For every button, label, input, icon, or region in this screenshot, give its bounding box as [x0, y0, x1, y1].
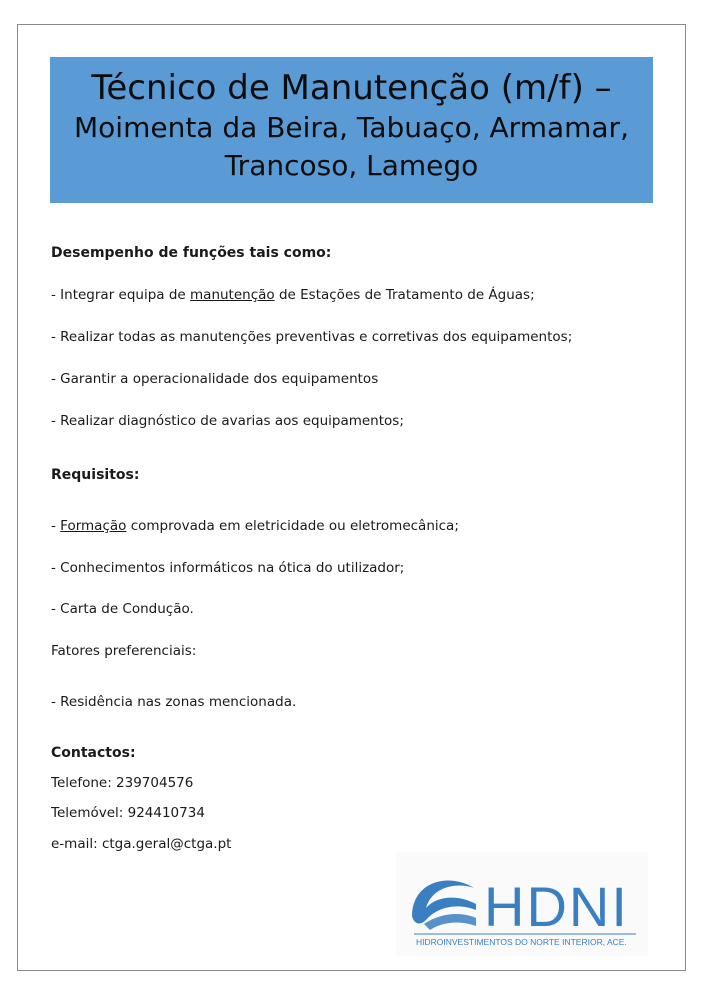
duties-heading: Desempenho de funções tais como: — [51, 245, 332, 261]
preferential-factors-label: Fatores preferenciais: — [51, 643, 197, 659]
title-line-1: Técnico de Manutenção (m/f) – — [91, 68, 612, 108]
mobile-number: Telemóvel: 924410734 — [51, 805, 205, 821]
duty-item-1-suffix: de Estações de Tratamento de Águas; — [274, 287, 535, 303]
requirement-item-2: - Conhecimentos informáticos na ótica do utilizador; — [51, 560, 405, 576]
duty-item-4: - Realizar diagnóstico de avarias aos equipamentos; — [51, 413, 404, 429]
requirement-item-1 — [51, 518, 459, 534]
preferential-item: - Residência nas zonas mencionada. — [51, 694, 297, 710]
duty-item-1 — [51, 287, 535, 303]
requirement-item-1-suffix: comprovada em eletricidade ou eletromecânica; — [126, 518, 459, 534]
contacts-heading: Contactos: — [51, 745, 136, 761]
title-banner — [50, 57, 653, 203]
requirement-item-1-prefix: - — [51, 518, 61, 534]
hdni-tagline: HIDROINVESTIMENTOS DO NORTE INTERIOR, ACE. — [416, 937, 627, 947]
hdni-logo — [396, 852, 648, 956]
hdni-logo-graphic — [396, 852, 648, 956]
title-line-3: Trancoso, Lamego — [224, 149, 479, 182]
phone-number: Telefone: 239704576 — [51, 775, 194, 791]
hdni-mark-text: HDNI — [484, 875, 629, 938]
duty-item-2: - Realizar todas as manutenções preventivas e corretivas dos equipamentos; — [51, 329, 573, 345]
formacao-link[interactable]: Formação — [60, 518, 127, 534]
title-line-2: Moimenta da Beira, Tabuaço, Armamar, — [74, 111, 629, 144]
duty-item-1-prefix: - Integrar equipa de — [51, 287, 191, 303]
manutencao-link[interactable]: manutenção — [190, 287, 275, 303]
duty-item-3: - Garantir a operacionalidade dos equipamentos — [51, 371, 379, 387]
requirement-item-3: - Carta de Condução. — [51, 601, 194, 617]
email-address[interactable]: e-mail: ctga.geral@ctga.pt — [51, 836, 232, 852]
requirements-heading: Requisitos: — [51, 467, 140, 483]
